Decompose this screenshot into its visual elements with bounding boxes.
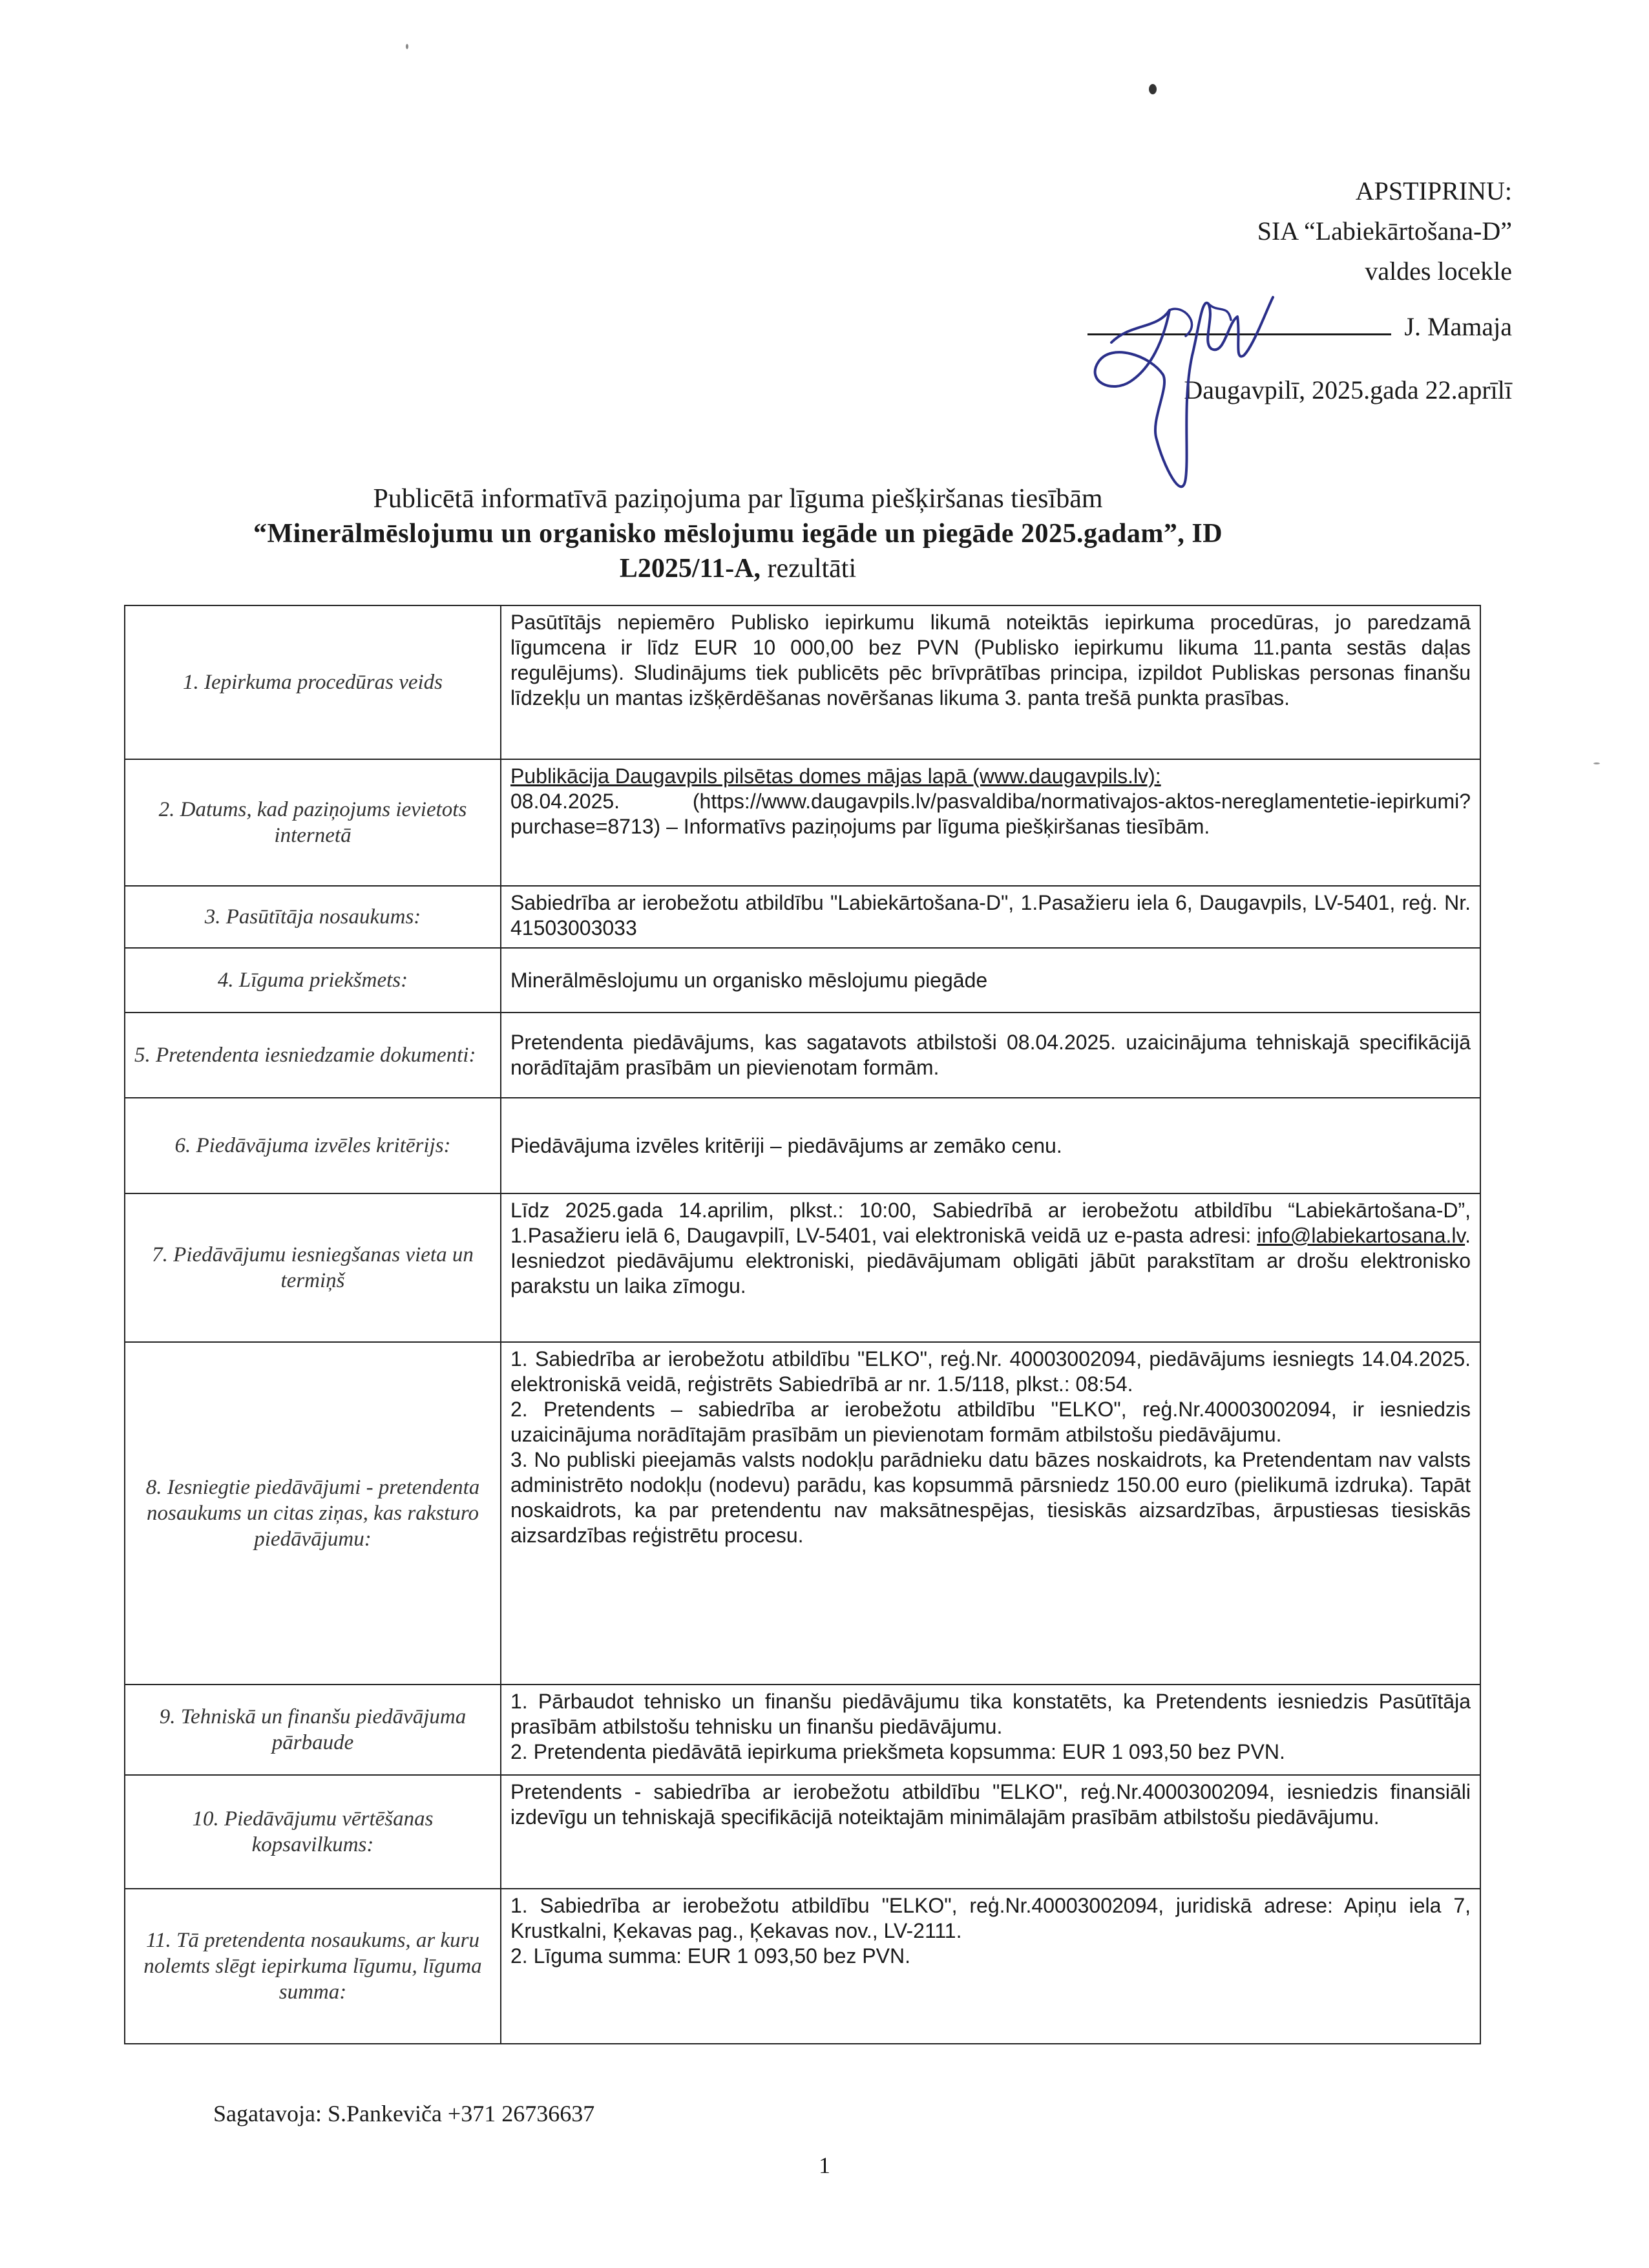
title-line-1: Publicētā informatīvā paziņojuma par līguma piešķiršanas tiesībām	[373, 484, 1103, 514]
row-label: 1. Iepirkuma procedūras veids	[125, 605, 501, 759]
approval-position: valdes locekle	[1365, 257, 1512, 286]
table-row	[125, 605, 1480, 759]
row-label: 8. Iesniegtie piedāvājumi - pretendenta nosaukums un citas ziņas, kas raksturo piedāvājumu:	[125, 1342, 501, 1685]
row-value	[501, 759, 1480, 886]
row-label: 7. Piedāvājumu iesniegšanas vieta un termiņš	[125, 1193, 501, 1342]
table-row	[125, 1889, 1480, 2044]
submission-terms: Līdz 2025.gada 14.aprilim, plkst.: 10:00, Sabiedrībā ar ierobežotu atbildību “Labiekārtošana-D”, 1.Pasažieru ielā 6, Daugavpilī, LV-5401, vai elektroniskā veidā uz e-pasta adresi:	[510, 1199, 1471, 1247]
check-point-2: 2. Pretendenta piedāvātā iepirkuma priekšmeta kopsumma: EUR 1 093,50 bez PVN.	[510, 1740, 1285, 1763]
submission-terms-cont: . Iesniedzot piedāvājumu elektroniski, piedāvājumam obligāti jābūt parakstītam ar drošu elektronisko parakstu un laika zīmogu.	[510, 1224, 1471, 1297]
row-value	[501, 1685, 1480, 1775]
row-label: 2. Datums, kad paziņojums ievietots internetā	[125, 759, 501, 886]
row-label: 4. Līguma priekšmets:	[125, 948, 501, 1013]
offer-point-3: 3. No publiski pieejamās valsts nodokļu parādnieku datu bāzes noskaidrots, ka Pretendentam nav valsts administrēto nodokļu (nodevu) parādu, kas kopsummā pārsniedz 150.00 euro (pielikumā izdruka). Tapāt noskaidrots, ka par pretendentu nav maksātnespējas, tiesiskās aizsardzības, ārpustiesas tiesiskās aizsardzības reģistrētu procesu.	[510, 1448, 1471, 1547]
table-row	[125, 948, 1480, 1013]
row-value	[501, 1193, 1480, 1342]
publication-date: 08.04.2025.	[510, 790, 620, 813]
publication-desc: – Informatīvs paziņojums par līguma piešķiršanas tiesībām.	[660, 815, 1210, 838]
table-row	[125, 759, 1480, 886]
table-row	[125, 1775, 1480, 1889]
publication-url[interactable]: (https://www.daugavpils.lv/pasvaldiba/normativajos-aktos-nereglamentetie-iepirkumi?purchase=8713)	[510, 790, 1471, 838]
table-row	[125, 1685, 1480, 1775]
row-value: Minerālmēslojumu un organisko mēslojumu piegāde	[501, 948, 1480, 1013]
row-value: Sabiedrība ar ierobežotu atbildību "Labiekārtošana-D", 1.Pasažieru iela 6, Daugavpils, LV-5401, reģ. Nr. 41503003033	[501, 886, 1480, 948]
table-row	[125, 886, 1480, 948]
approval-company: SIA “Labiekārtošana-D”	[1257, 216, 1512, 246]
title-line-3	[124, 551, 1352, 586]
row-value	[501, 1889, 1480, 2044]
row-label: 11. Tā pretendenta nosaukums, ar kuru nolemts slēgt iepirkuma līgumu, līguma summa:	[125, 1889, 501, 2044]
row-label: 10. Piedāvājumu vērtēšanas kopsavilkums:	[125, 1775, 501, 1889]
document-title	[124, 481, 1352, 586]
check-point-1: 1. Pārbaudot tehnisko un finanšu piedāvājumu tika konstatēts, ka Pretendents iesniedzis Pasūtītāja prasībām atbilstošu tehnisku un finanšu piedāvājumu.	[510, 1690, 1471, 1738]
table-row	[125, 1193, 1480, 1342]
signer-name: J. Mamaja	[1404, 312, 1512, 341]
row-value	[501, 1342, 1480, 1685]
table-row	[125, 1013, 1480, 1098]
winner-point-1: 1. Sabiedrība ar ierobežotu atbildību "ELKO", reģ.Nr.40003002094, juridiskā adrese: Apiņu iela 7, Krustkalni, Ķekavas pag., Ķekavas nov., LV-2111.	[510, 1894, 1471, 1942]
results-table	[124, 605, 1481, 2044]
row-value: Piedāvājuma izvēles kritēriji – piedāvājums ar zemāko cenu.	[501, 1098, 1480, 1193]
row-value: Pretendents - sabiedrība ar ierobežotu atbildību "ELKO", reģ.Nr.40003002094, iesniedzis finansiāli izdevīgu un tehniskajā specifikācijā noteiktajām minimālajām prasībām atbilstošu piedāvājumu.	[501, 1775, 1480, 1889]
row-value: Pasūtītājs nepiemēro Publisko iepirkumu likumā noteiktās iepirkuma procedūras, jo paredzamā līgumcena ir līdz EUR 10 000,00 bez PVN (Publisko iepirkumu likuma 11.panta sestās daļas regulējums). Sludinājums tiek publicēts pēc brīvprātības principa, izpildot Publiskas personas finanšu līdzekļu un mantas izšķērdēšanas novēršanas likuma 3. panta trešā punkta prasības.	[501, 605, 1480, 759]
title-results: rezultāti	[761, 554, 857, 583]
table-row	[125, 1342, 1480, 1685]
submission-email-link[interactable]: info@labiekartosana.lv	[1257, 1224, 1465, 1247]
table-row	[125, 1098, 1480, 1193]
row-label: 5. Pretendenta iesniedzamie dokumenti:	[125, 1013, 501, 1098]
offer-point-1: 1. Sabiedrība ar ierobežotu atbildību "ELKO", reģ.Nr. 40003002094, piedāvājums iesniegts 14.04.2025. elektroniskā veidā, reģistrēts Sabiedrībā ar nr. 1.5/118, plkst.: 08:54.	[510, 1347, 1471, 1396]
row-label: 9. Tehniskā un finanšu piedāvājuma pārbaude	[125, 1685, 501, 1775]
approval-place-date: Daugavpilī, 2025.gada 22.aprīlī	[1184, 375, 1512, 404]
winner-point-2: 2. Līguma summa: EUR 1 093,50 bez PVN.	[510, 1944, 910, 1968]
row-label: 6. Piedāvājuma izvēles kritērijs:	[125, 1098, 501, 1193]
scan-speck	[1149, 84, 1157, 94]
row-label: 3. Pasūtītāja nosaukums:	[125, 886, 501, 948]
scan-speck	[1593, 762, 1600, 764]
offer-point-2: 2. Pretendents – sabiedrība ar ierobežotu atbildību "ELKO", reģ.Nr.40003002094, ir iesniedzis uzaicinājuma norādītajām prasībām un pievienotam formām atbilstošu piedāvājumu.	[510, 1398, 1471, 1446]
scan-speck	[406, 44, 408, 49]
page-number: 1	[819, 2152, 830, 2178]
prepared-by: Sagatavoja: S.Pankeviča +371 26736637	[213, 2101, 595, 2126]
title-line-2: “Minerālmēslojumu un organisko mēslojumu iegāde un piegāde 2025.gadam”, ID	[253, 519, 1223, 549]
approval-heading: APSTIPRINU:	[1355, 176, 1512, 205]
publication-note: Publikācija Daugavpils pilsētas domes mājas lapā (www.daugavpils.lv):	[510, 764, 1161, 788]
procurement-id: L2025/11-A,	[619, 554, 761, 583]
row-value: Pretendenta piedāvājums, kas sagatavots atbilstoši 08.04.2025. uzaicinājuma tehniskajā specifikācijā norādītajām prasībām un pievienotam formām.	[501, 1013, 1480, 1098]
